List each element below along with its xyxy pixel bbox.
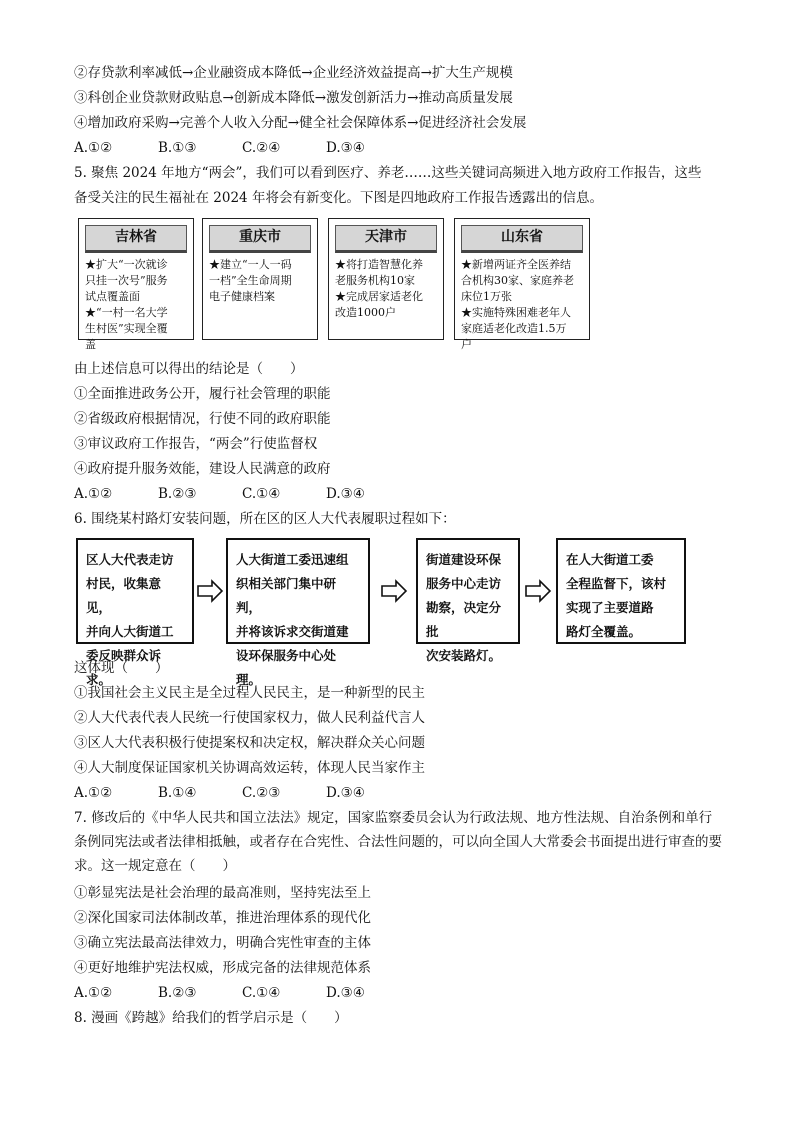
flow-arrow-icon — [524, 578, 552, 604]
flow-arrow-icon — [196, 578, 224, 604]
q7-item-4: ④更好地维护宪法权威，形成完备的法律规范体系 — [74, 960, 371, 976]
province-name: 吉林省 — [85, 225, 187, 253]
flow-step-2 — [226, 538, 370, 687]
q5-option-d: D.③④ — [326, 486, 365, 502]
q6-options — [74, 784, 410, 802]
q4-item-4: ④增加政府采购→完善个人收入分配→健全社会保障体系→促进经济社会发展 — [74, 115, 527, 131]
q7-option-b: B.②③ — [158, 985, 197, 1001]
q4-option-b: B.①③ — [158, 140, 197, 156]
province-card-tianjin — [328, 218, 444, 340]
q6-option-a: A.①② — [74, 785, 113, 801]
province-text: ★扩大“一次就诊 只挂一次号”服务 试点覆盖面 ★“一村一名大学 生村医”实现全覆 盖 — [85, 258, 168, 351]
flow-step-4 — [556, 538, 686, 644]
q5-stem-line1: 5. 聚焦 2024 年地方“两会”，我们可以看到医疗、养老……这些关键词高频进入地方政府工作报告，这些 — [74, 165, 702, 181]
q5-option-a: A.①② — [74, 486, 113, 502]
q6-item-3: ③区人大代表积极行使提案权和决定权，解决群众关心问题 — [74, 735, 425, 751]
province-name: 天津市 — [335, 225, 437, 253]
flow-step-text: 街道建设环保 服务中心走访 勘察，决定分批 次安装路灯。 — [426, 552, 502, 663]
q7-item-1: ①彰显宪法是社会治理的最高准则，坚持宪法至上 — [74, 885, 371, 901]
province-card-chongqing — [202, 218, 318, 340]
q6-option-d: D.③④ — [326, 785, 365, 801]
q5-item-1: ①全面推进政务公开，履行社会管理的职能 — [74, 386, 331, 402]
province-text: ★建立“一人一码 一档”全生命周期 电子健康档案 — [209, 258, 292, 303]
q5-options — [74, 485, 410, 503]
province-text: ★将打造智慧化养 老服务机构10家 ★完成居家适老化 改造1000户 — [335, 258, 423, 319]
flow-arrow-icon — [380, 578, 408, 604]
province-card-shandong — [454, 218, 590, 351]
q6-item-4: ④人大制度保证国家机关协调高效运转，体现人民当家作主 — [74, 760, 425, 776]
q6-option-c: C.②③ — [242, 785, 281, 801]
q7-option-d: D.③④ — [326, 985, 365, 1001]
flow-step-3 — [416, 538, 520, 663]
q5-item-4: ④政府提升服务效能，建设人民满意的政府 — [74, 461, 331, 477]
q5-stem-line2: 备受关注的民生福祉在 2024 年将会有新变化。下图是四地政府工作报告透露出的信息。 — [74, 190, 603, 206]
q7-option-a: A.①② — [74, 985, 113, 1001]
flow-step-text: 在人大街道工委 全程监督下，该村 实现了主要道路 路灯全覆盖。 — [566, 552, 667, 639]
q4-option-c: C.②④ — [242, 140, 281, 156]
province-name: 山东省 — [461, 225, 583, 253]
q7-stem: 7. 修改后的《中华人民共和国立法法》规定，国家监察委员会认为行政法规、地方性法规、自治条例和单行条例同宪法或者法律相抵触，或者存在合宪性、合法性问题的，可以向全国人大常委会书面提出进行审查的要求。这一规定意在（ ） — [74, 810, 722, 874]
q6-item-1: ①我国社会主义民主是全过程人民民主，是一种新型的民主 — [74, 685, 425, 701]
q4-options — [74, 139, 410, 157]
q6-item-2: ②人大代表代表人民统一行使国家权力，做人民利益代言人 — [74, 710, 425, 726]
q6-question: 这体现（ ） — [74, 660, 169, 676]
q7-item-2: ②深化国家司法体制改革，推进治理体系的现代化 — [74, 910, 371, 926]
q6-stem: 6. 围绕某村路灯安装问题，所在区的区人大代表履职过程如下： — [74, 511, 456, 527]
q7-options — [74, 984, 410, 1002]
province-name: 重庆市 — [209, 225, 311, 253]
q8-stem: 8. 漫画《跨越》给我们的哲学启示是（ ） — [74, 1010, 348, 1026]
province-card-jilin — [78, 218, 194, 351]
q5-option-b: B.②③ — [158, 486, 197, 502]
q7-item-3: ③确立宪法最高法律效力，明确合宪性审查的主体 — [74, 935, 371, 951]
q5-item-2: ②省级政府根据情况，行使不同的政府职能 — [74, 411, 331, 427]
q4-item-2: ②存贷款利率减低→企业融资成本降低→企业经济效益提高→扩大生产规模 — [74, 65, 513, 81]
q5-option-c: C.①④ — [242, 486, 281, 502]
q5-question: 由上述信息可以得出的结论是（ ） — [74, 361, 304, 377]
flow-step-text: 区人大代表走访 村民，收集意见， 并向人大街道工 委反映群众诉求。 — [86, 552, 174, 687]
q4-item-3: ③科创企业贷款财政贴息→创新成本降低→激发创新活力→推动高质量发展 — [74, 90, 513, 106]
q4-option-a: A.①② — [74, 140, 113, 156]
q7-option-c: C.①④ — [242, 985, 281, 1001]
q4-option-d: D.③④ — [326, 140, 365, 156]
flow-step-text: 人大街道工委迅速组 织相关部门集中研判， 并将该诉求交街道建 设环保服务中心处理。 — [236, 552, 349, 687]
q6-option-b: B.①④ — [158, 785, 197, 801]
province-text: ★新增两证齐全医养结 合机构30家、家庭养老 床位1万张 ★实施特殊困难老年人 家庭适老化改造1.5万 户 — [461, 258, 574, 351]
q5-item-3: ③审议政府工作报告，“两会”行使监督权 — [74, 436, 318, 452]
